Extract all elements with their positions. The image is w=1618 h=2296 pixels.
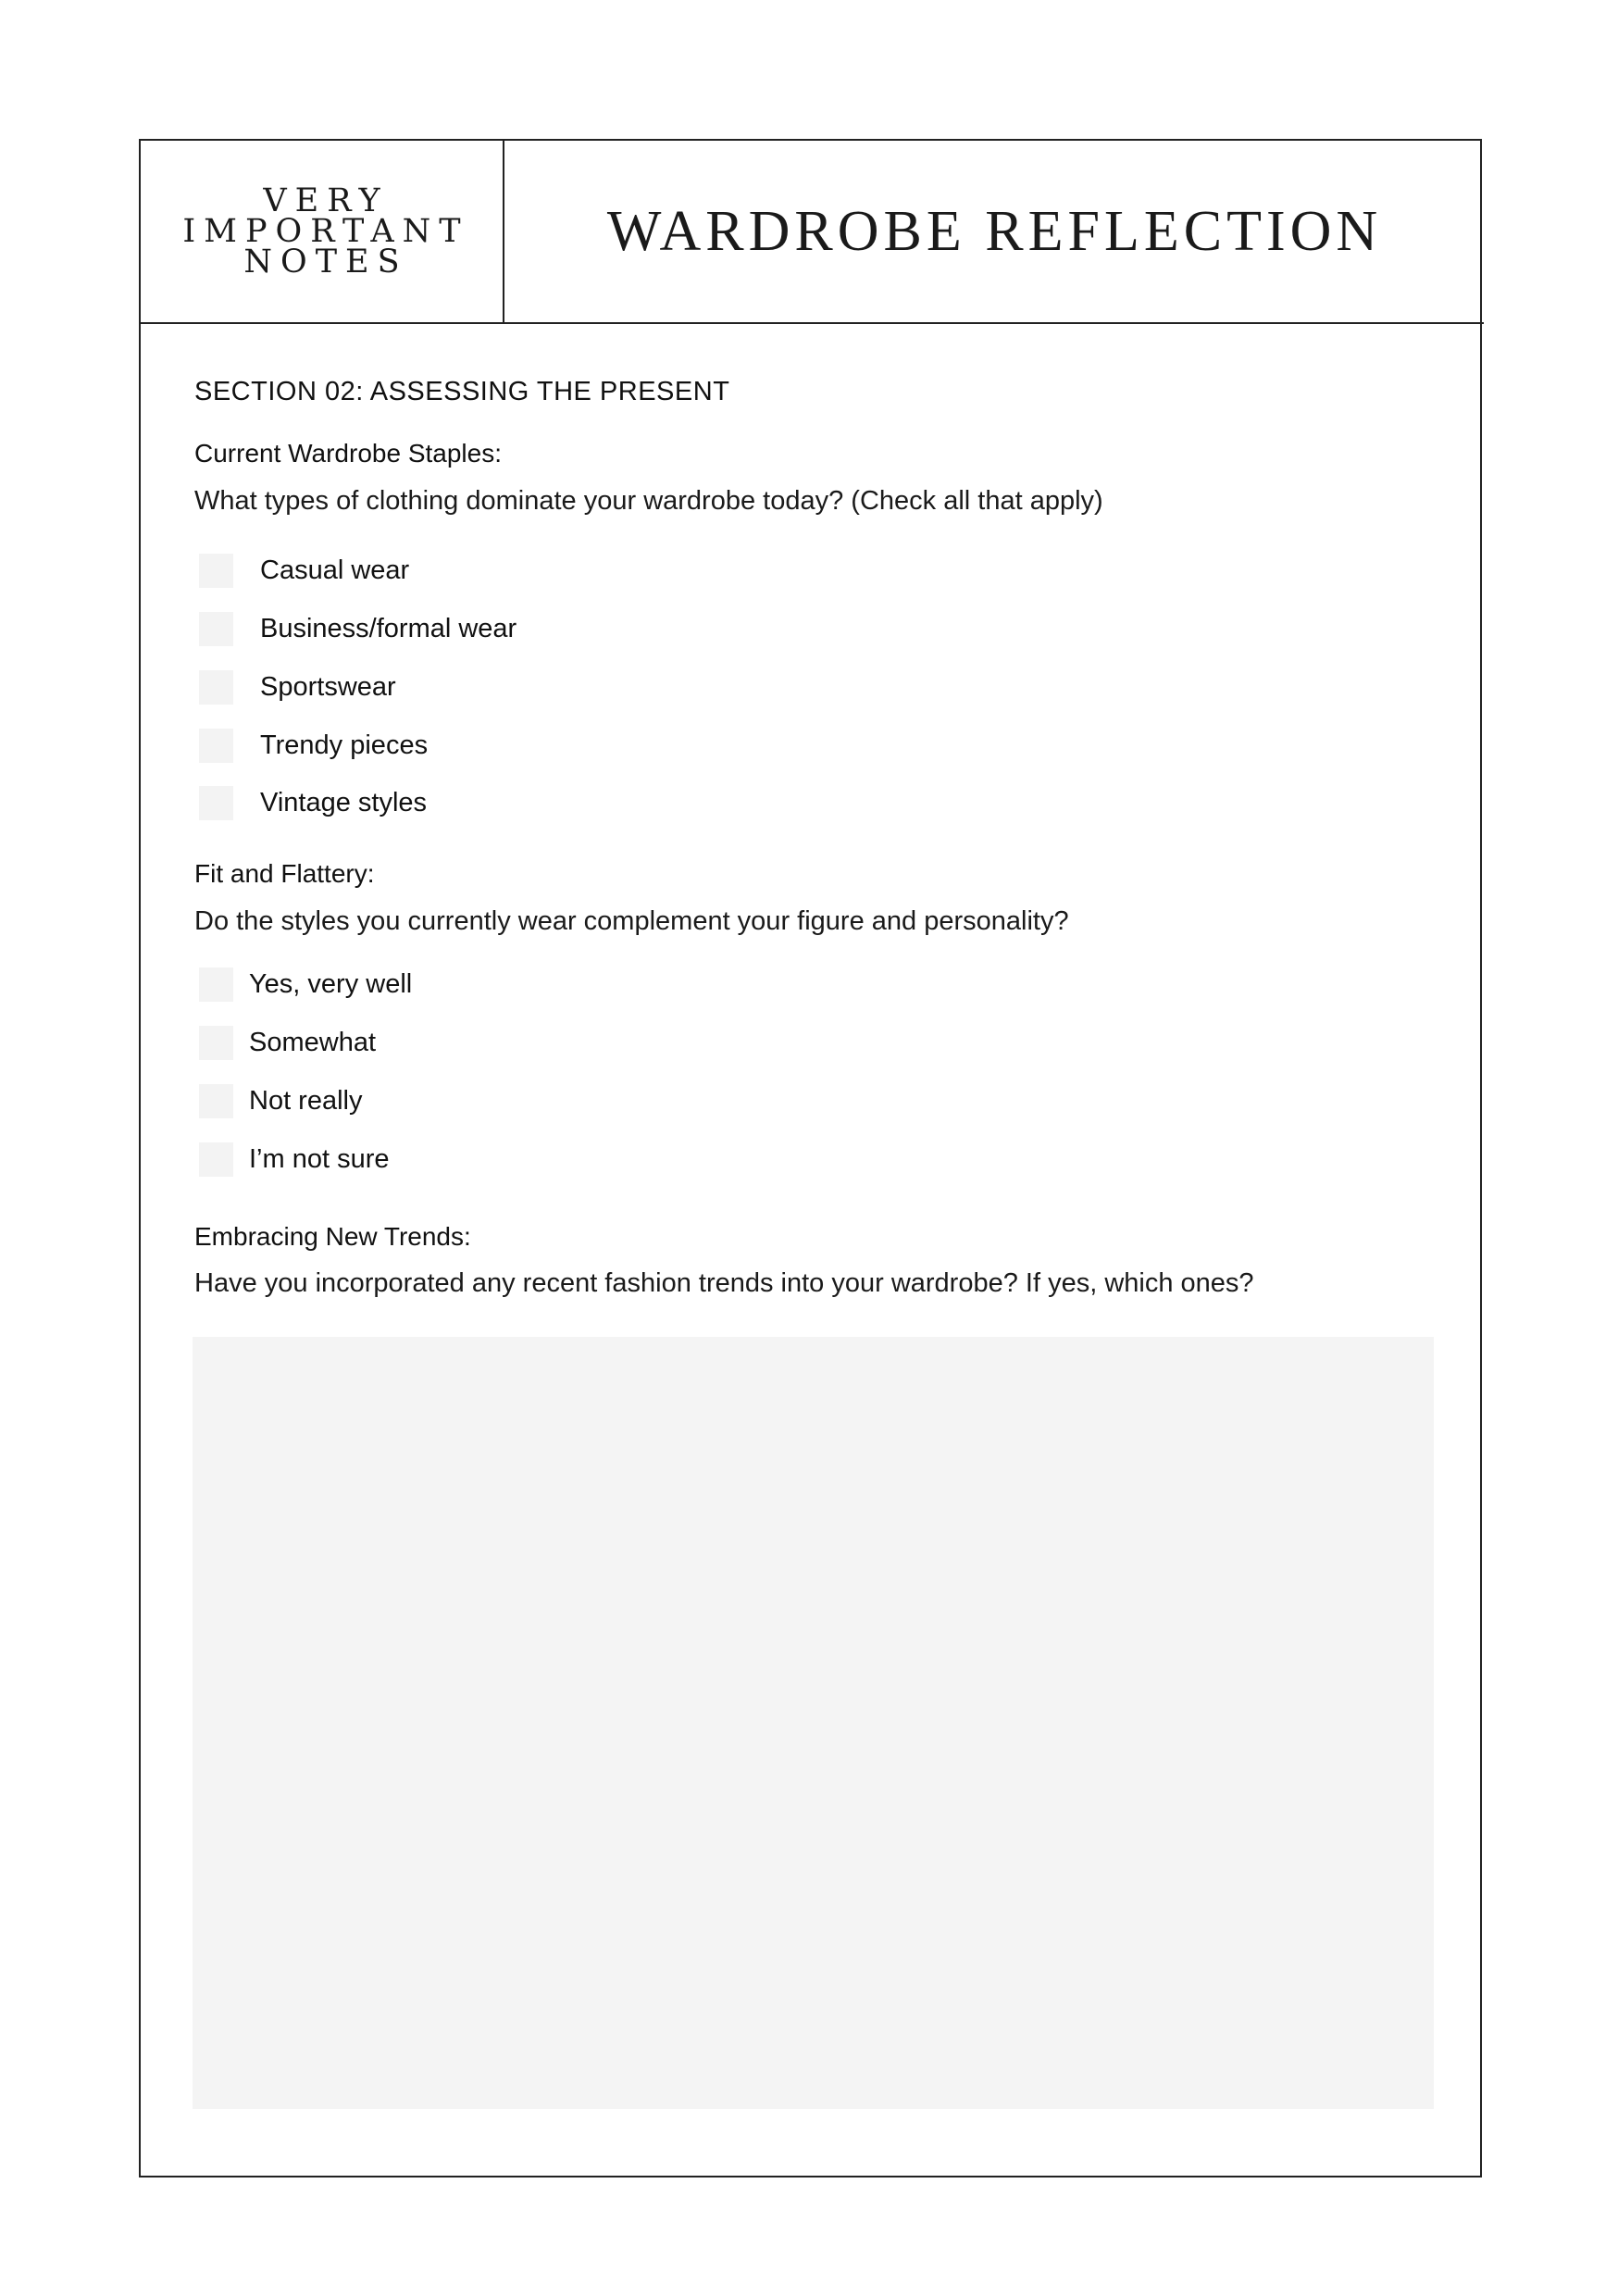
brand-logo bbox=[141, 141, 504, 322]
question-3-prompt: Have you incorporated any recent fashion trends into your wardrobe? If yes, which ones? bbox=[194, 1268, 1254, 1298]
option-trendy-pieces[interactable] bbox=[199, 728, 428, 763]
option-label: Business/formal wear bbox=[260, 613, 517, 643]
option-label: Vintage styles bbox=[260, 787, 428, 817]
worksheet-header bbox=[141, 141, 1484, 324]
option-business-formal-wear[interactable] bbox=[199, 611, 517, 646]
section-title: SECTION 02: ASSESSING THE PRESENT bbox=[194, 377, 730, 406]
option-label: Sportswear bbox=[260, 671, 396, 702]
question-1-prompt: What types of clothing dominate your wardrobe today? (Check all that apply) bbox=[194, 486, 1103, 516]
brand-line-3: NOTES bbox=[243, 243, 408, 281]
radio[interactable] bbox=[199, 1026, 233, 1060]
trends-answer-box[interactable] bbox=[193, 1337, 1434, 2109]
title-cell bbox=[504, 141, 1480, 322]
page-title: WARDROBE REFLECTION bbox=[606, 199, 1383, 263]
question-2-heading: Fit and Flattery: bbox=[194, 859, 375, 888]
option-label: Yes, very well bbox=[249, 968, 413, 999]
option-not-really[interactable] bbox=[199, 1083, 363, 1118]
worksheet-frame bbox=[139, 139, 1482, 2177]
option-label: Casual wear bbox=[260, 555, 410, 585]
option-vintage-styles[interactable] bbox=[199, 785, 427, 820]
checkbox[interactable] bbox=[199, 786, 233, 820]
checkbox[interactable] bbox=[199, 612, 233, 646]
question-1-heading: Current Wardrobe Staples: bbox=[194, 439, 502, 468]
checkbox[interactable] bbox=[199, 729, 233, 763]
option-label: Somewhat bbox=[249, 1027, 377, 1057]
option-im-not-sure[interactable] bbox=[199, 1142, 390, 1177]
option-sportswear[interactable] bbox=[199, 669, 396, 705]
checkbox[interactable] bbox=[199, 670, 233, 705]
checkbox[interactable] bbox=[199, 554, 233, 588]
radio[interactable] bbox=[199, 1142, 233, 1177]
brand-line-2: IMPORTANT bbox=[182, 212, 469, 250]
brand-line-1: VERY bbox=[263, 181, 389, 219]
question-3-heading: Embracing New Trends: bbox=[194, 1222, 471, 1251]
option-yes-very-well[interactable] bbox=[199, 967, 412, 1002]
option-label: Trendy pieces bbox=[260, 730, 429, 760]
radio[interactable] bbox=[199, 967, 233, 1002]
question-2-prompt: Do the styles you currently wear complement your figure and personality? bbox=[194, 906, 1069, 936]
option-casual-wear[interactable] bbox=[199, 553, 409, 588]
option-label: Not really bbox=[249, 1085, 363, 1116]
radio[interactable] bbox=[199, 1084, 233, 1118]
option-somewhat[interactable] bbox=[199, 1025, 376, 1060]
option-label: I’m not sure bbox=[249, 1143, 390, 1174]
